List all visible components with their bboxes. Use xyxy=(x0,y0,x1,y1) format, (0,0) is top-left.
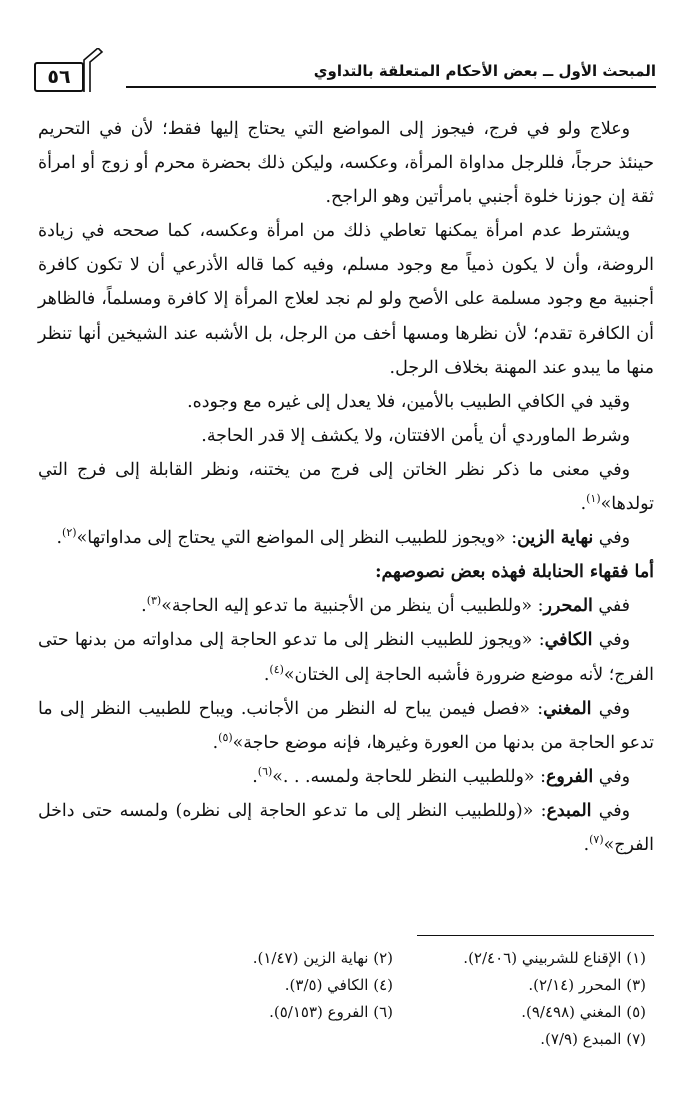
text-run: : «ويجوز للطبيب النظر إلى ما تدعو الحاجة إلى مداواته من بدنها حتى الفرج؛ لأنه موضع ضرورة فأشبه الحاجة إلى الختان» xyxy=(38,630,654,685)
source-name: المحرر xyxy=(543,596,593,617)
footnote-ref: (١) xyxy=(586,492,601,506)
text-run: . xyxy=(263,664,270,685)
text-run: وشرط الماوردي أن يأمن الافتتان، ولا يكشف إلا قدر الحاجة. xyxy=(201,425,630,446)
paragraph xyxy=(38,419,654,453)
footnote-item: (٥) المغني (٩/٤٩٨). xyxy=(521,1003,646,1021)
text-run: : «وللطبيب النظر للحاجة ولمسه. . .» xyxy=(272,766,546,787)
running-header-title: المبحث الأول ــ بعض الأحكام المتعلقة بالتداوي xyxy=(313,62,656,80)
source-name: الكافي xyxy=(544,630,593,651)
main-text xyxy=(38,112,654,862)
text-run: ففي xyxy=(592,596,630,617)
footnote-ref: (٣) xyxy=(146,594,162,608)
paragraph xyxy=(38,214,654,384)
source-name: المبدع xyxy=(546,800,592,821)
paragraph xyxy=(38,385,654,419)
text-run: : «وللطبيب أن ينظر من الأجنبية ما تدعو إليه الحاجة» xyxy=(161,596,544,617)
footnote-ref: (٦) xyxy=(257,764,273,778)
text-run: . xyxy=(252,766,258,787)
footnote-ref: (٢) xyxy=(62,526,77,540)
section-heading xyxy=(38,555,654,589)
text-run: . xyxy=(141,596,147,617)
paragraph xyxy=(38,589,654,623)
footnotes xyxy=(140,945,646,1053)
text-run: : «(وللطبيب النظر إلى ما تدعو الحاجة إلى نظره) ولمسه حتى داخل الفرج» xyxy=(38,800,654,855)
header-rule xyxy=(126,86,656,88)
text-run: . xyxy=(56,528,63,549)
footnote-item: (٤) الكافي (٣/٥). xyxy=(284,976,393,994)
text-run: وفي xyxy=(593,528,630,549)
footnote-item: (٣) المحرر (٢/١٤). xyxy=(528,976,646,994)
footnote-item: (١) الإقناع للشربيني (٢/٤٠٦). xyxy=(463,949,646,967)
text-run: وعلاج ولو في فرج، فيجوز إلى المواضع التي يحتاج إليها فقط؛ لأن في التحريم حينئذ حرجاً، فللرجل مداواة المرأة، وعكسه، وليكن ذلك بحضرة محرم أو زوج أو امرأة ثقة إن جوزنا خلوة أجنبي بامرأتين وهو الراجح. xyxy=(38,119,654,208)
paragraph xyxy=(38,623,654,691)
source-name: أما فقهاء الحنابلة فهذه بعض نصوصهم: xyxy=(375,562,654,583)
text-run: وفي معنى ما ذكر نظر الخاتن إلى فرج من يختنه، ونظر القابلة إلى فرج التي تولدها» xyxy=(38,459,654,515)
footnote-separator xyxy=(417,935,654,936)
page-tab-icon xyxy=(82,48,104,92)
paragraph xyxy=(38,794,654,862)
text-run: وفي xyxy=(591,698,631,719)
text-run: . xyxy=(580,494,587,515)
text-run: : «ويجوز للطبيب النظر إلى المواضع التي يحتاج إلى مداواتها» xyxy=(76,528,518,549)
footnote-ref: (٤) xyxy=(269,662,284,676)
text-run: وقيد في الكافي الطبيب بالأمين، فلا يعدل إلى غيره مع وجوده. xyxy=(187,391,630,412)
footnote-ref: (٧) xyxy=(589,833,604,847)
text-run: . xyxy=(212,732,219,753)
text-run: . xyxy=(583,834,590,855)
footnote-item: (٦) الفروع (٥/١٥٣). xyxy=(269,1003,393,1021)
paragraph xyxy=(38,692,654,760)
text-run: وفي xyxy=(592,630,631,651)
text-run: : «فصل فيمن يباح له النظر من الأجانب. ويباح للطبيب النظر إلى ما تدعو الحاجة من بدنها من العورة وغيرها، فإنه موضع حاجة» xyxy=(38,698,654,753)
paragraph xyxy=(38,760,654,794)
paragraph xyxy=(38,521,654,555)
source-name: الفروع xyxy=(545,766,594,787)
text-run: وفي xyxy=(593,766,630,787)
paragraph xyxy=(38,453,654,521)
paragraph xyxy=(38,112,654,214)
page-number-frame xyxy=(28,58,102,92)
text-run: وفي xyxy=(591,800,630,821)
footnote-item: (٢) نهاية الزين (١/٤٧). xyxy=(252,949,393,967)
page-number: ٥٦ xyxy=(34,62,84,92)
source-name: المغني xyxy=(543,698,592,719)
source-name: نهاية الزين xyxy=(517,528,594,549)
text-run: ويشترط عدم امرأة يمكنها تعاطي ذلك من امرأة وعكسه، كما صححه في زيادة الروضة، وأن لا يكون ذمياً مع وجود مسلم، وفيه كما قاله الأذرعي أن لا تكون كافرة أجنبية مع وجود مسلمة على الأصح ولو لم نجد لعلاج المرأة إلا كافرة ومسلماً، فالظاهر أن الكافرة تقدم؛ لأن نظرها ومسها أخف من الرجل، بل الأشبه عند الشيخين أنها تنظر منها ما يبدو عند المهنة بخلاف الرجل. xyxy=(38,221,654,378)
page-header xyxy=(28,58,656,98)
footnote-ref: (٥) xyxy=(218,730,233,744)
footnote-item: (٧) المبدع (٧/٩). xyxy=(540,1030,646,1048)
